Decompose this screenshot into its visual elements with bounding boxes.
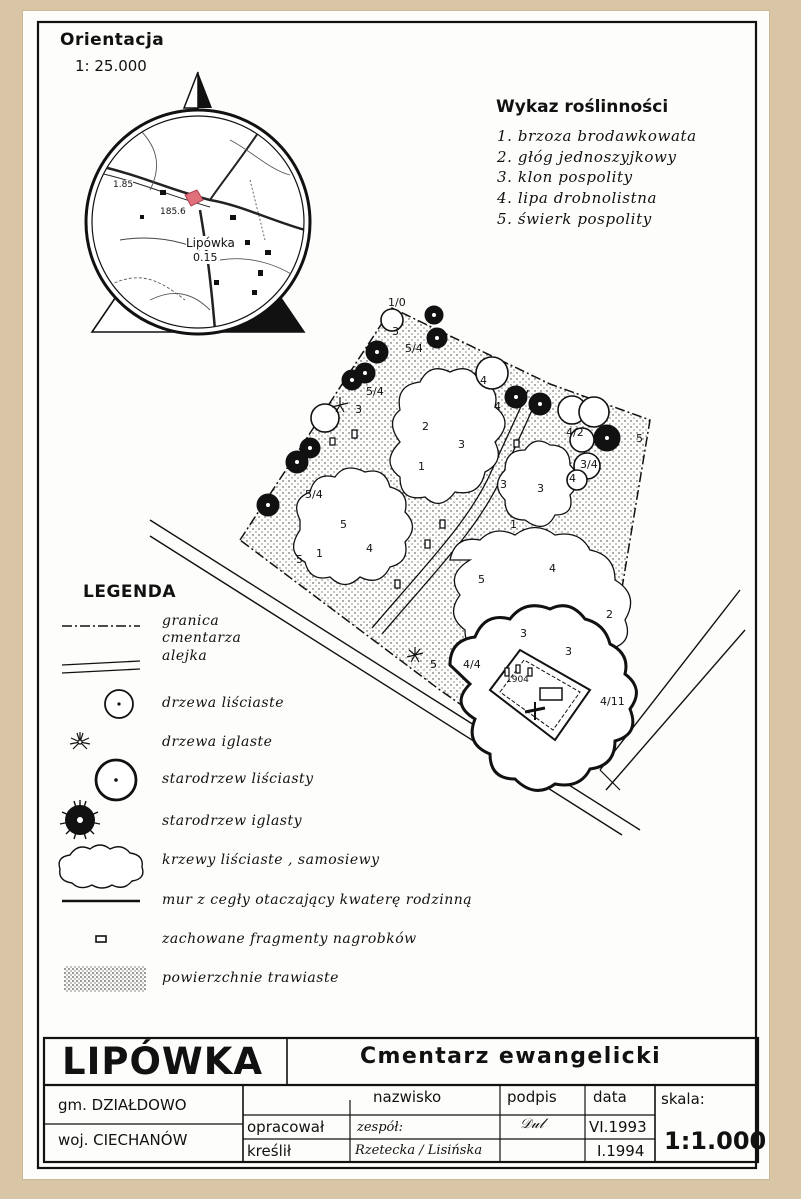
plant-list-item: 5. świerk pospolity: [497, 210, 652, 228]
chapel-year: 1904: [506, 675, 529, 685]
plan-code: 4/4: [463, 658, 481, 671]
header-scale: skala:: [661, 1090, 705, 1108]
shrubs-icon: [59, 845, 143, 888]
legend-title: LEGENDA: [83, 582, 177, 602]
title-gmina: gm. DZIAŁDOWO: [58, 1096, 187, 1114]
plant-list-item: 4. lipa drobnolistna: [497, 189, 658, 207]
signature-mark: 𝒟𝓊𝓁: [520, 1116, 544, 1132]
legend-label: drzewa iglaste: [162, 734, 273, 750]
legend-label: alejka: [162, 648, 208, 664]
alley-lines: [62, 661, 140, 665]
scale-value: 1:1.000: [664, 1127, 767, 1155]
plan-code: 1: [510, 518, 517, 531]
plan-code: 5: [636, 432, 643, 445]
plan-code: 5: [340, 518, 347, 531]
plant-list-item: 1. brzoza brodawkowata: [497, 127, 697, 145]
deciduous-tree-icon: [105, 690, 133, 718]
plan-code: 1/0: [388, 296, 406, 309]
plan-code: 3: [500, 478, 507, 491]
title-place: LIPÓWKA: [62, 1040, 264, 1083]
title-wojewodztwo: woj. CIECHANÓW: [58, 1131, 188, 1149]
legend-label: powierzchnie trawiaste: [162, 970, 339, 986]
plan-code: 3: [520, 627, 527, 640]
plan-code: 2: [422, 420, 429, 433]
inset-spot-elevation: 185.6: [160, 207, 186, 217]
legend-label: granica: [162, 613, 220, 629]
plan-code: 5/4: [366, 385, 384, 398]
legend-symbols: [59, 626, 146, 992]
plan-code: 5: [478, 573, 485, 586]
plan-code: 3: [537, 482, 544, 495]
row-opracowal-name: zespół:: [357, 1120, 403, 1135]
inset-place-name: Lipówka: [186, 236, 235, 250]
old-conifer-tree-icon: [60, 800, 100, 839]
old-deciduous-tree-icon: [96, 760, 136, 800]
orientation-title: Orientacja: [60, 30, 165, 50]
plan-code: 3: [392, 325, 399, 338]
plan-code: 3/4: [580, 458, 598, 471]
plan-code: 4: [494, 400, 501, 413]
header-signature: podpis: [507, 1088, 557, 1106]
plant-list-item: 3. klon pospolity: [497, 168, 633, 186]
plan-code: 4: [480, 374, 487, 387]
orientation-inset: [86, 72, 310, 334]
plant-list-item: 2. głóg jednoszyjkowy: [497, 148, 677, 166]
plan-code: 5/4: [305, 488, 323, 501]
grass-surface-pattern: [64, 966, 146, 992]
plan-code: 4: [569, 472, 576, 485]
row-kreslil-name: Rzetecka / Lisińska: [355, 1143, 483, 1158]
legend-label: zachowane fragmenty nagrobków: [162, 931, 417, 947]
title-subject: Cmentarz ewangelicki: [360, 1044, 662, 1069]
plan-code: 3: [458, 438, 465, 451]
plan-code: 5/4: [405, 342, 423, 355]
plan-code: 1: [418, 460, 425, 473]
plan-code: 4: [366, 542, 373, 555]
orientation-scale: 1: 25.000: [75, 57, 147, 75]
plan-code: 5: [430, 658, 437, 671]
plan-code: 3: [565, 645, 572, 658]
legend-label: drzewa liściaste: [162, 695, 284, 711]
row-kreslil-role: kreślił: [247, 1142, 292, 1160]
inset-place-value: 0.15: [193, 251, 218, 264]
plan-code: 2: [606, 608, 613, 621]
plan-code: 5: [296, 553, 303, 566]
plan-code: 1: [316, 547, 323, 560]
legend-label: mur z cegły otaczający kwaterę rodzinną: [162, 892, 473, 908]
row-kreslil-date: I.1994: [597, 1142, 645, 1160]
conifer-tree-icon: [70, 732, 90, 749]
legend-label: starodrzew iglasty: [162, 813, 303, 829]
gravestone-fragment-icon: [96, 936, 106, 942]
cemetery-plan: [150, 296, 745, 835]
row-opracowal-role: opracował: [247, 1118, 325, 1136]
header-date: data: [593, 1088, 627, 1106]
plan-code: 4/11: [600, 695, 625, 708]
plan-code: 3: [355, 403, 362, 416]
legend-label: krzewy liściaste , samosiewy: [162, 852, 380, 868]
legend-label: cmentarza: [162, 630, 242, 646]
plan-code: 4/2: [566, 426, 584, 439]
legend-label: starodrzew liściasty: [162, 771, 314, 787]
plan-code: 4: [549, 562, 556, 575]
header-name: nazwisko: [373, 1088, 442, 1106]
inset-contour-label: 1.85: [113, 180, 134, 190]
row-opracowal-date: VI.1993: [589, 1118, 647, 1136]
plant-list-title: Wykaz roślinności: [496, 97, 669, 117]
